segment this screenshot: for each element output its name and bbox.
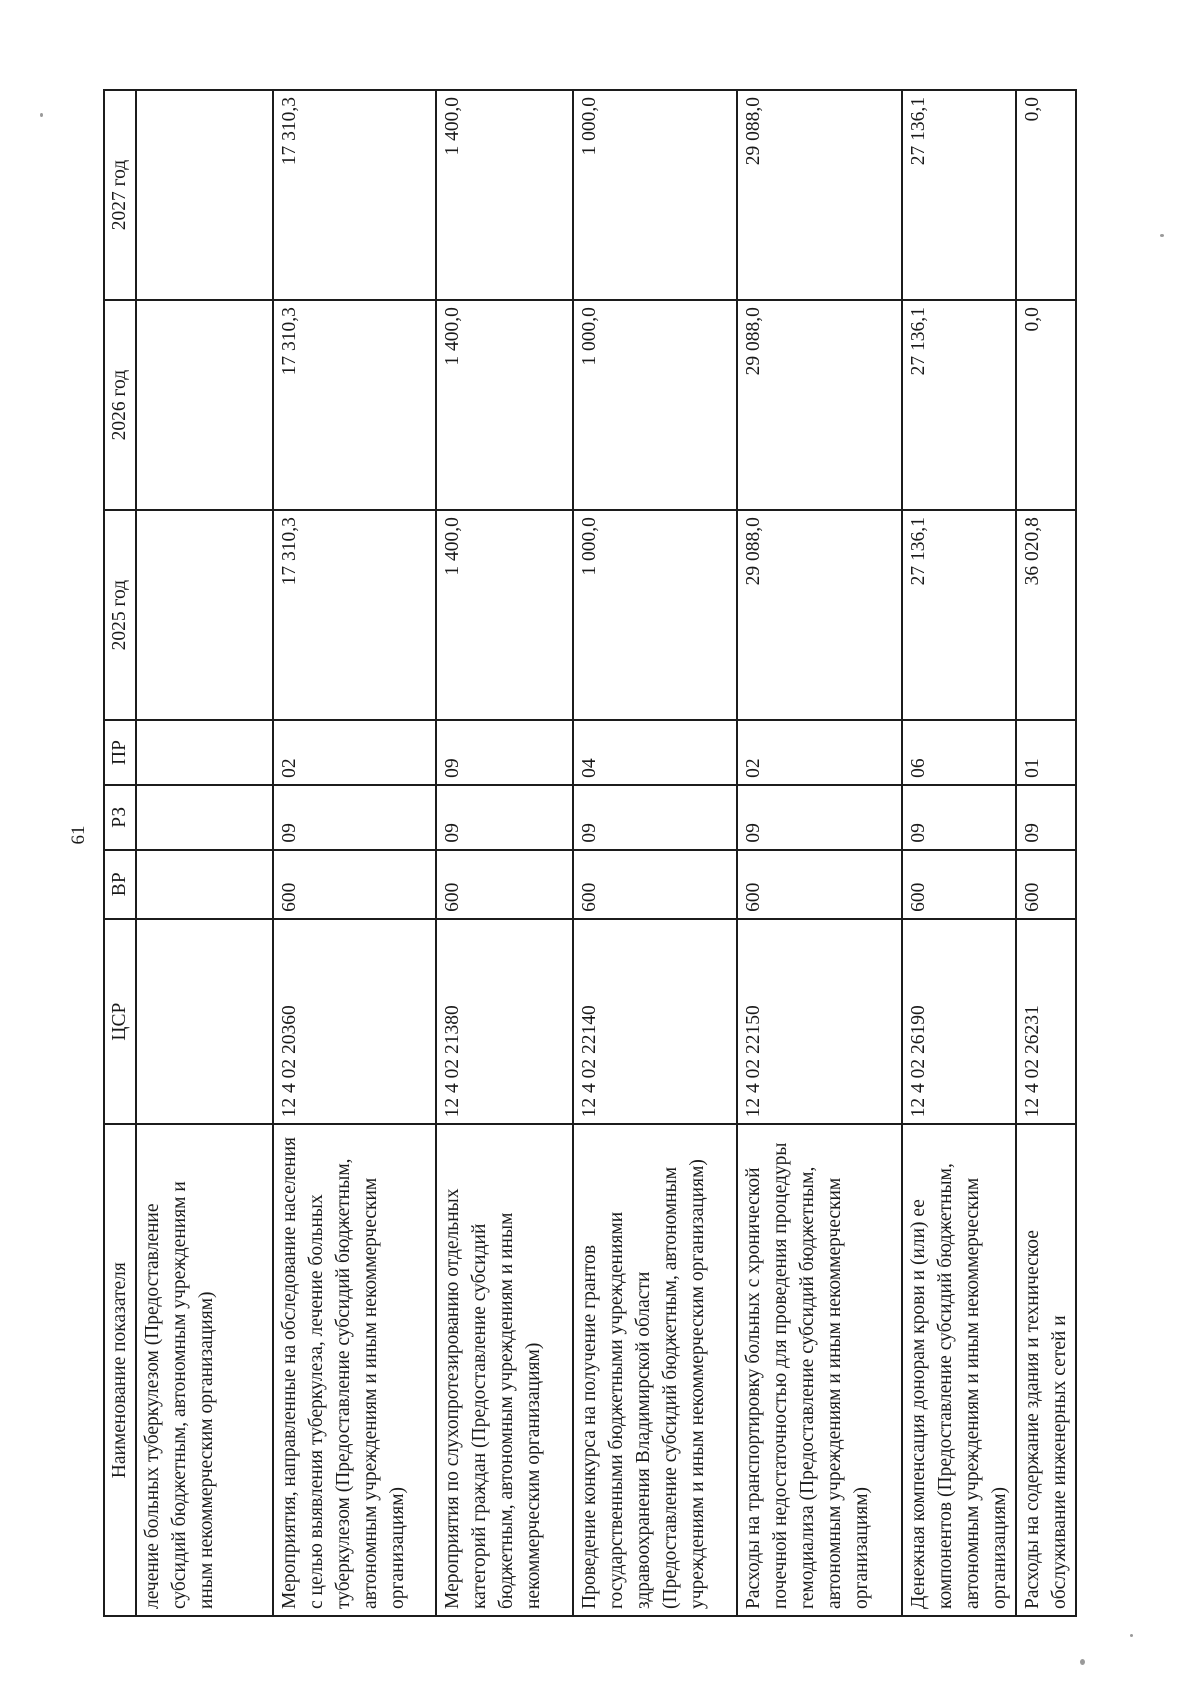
cell-vr: 600 [573,850,737,919]
table-row [1016,90,1076,1616]
scan-speck [1130,1634,1133,1637]
budget-table [103,89,1077,1617]
cell-pr: 01 [1016,720,1076,785]
cell-rz: 09 [436,785,573,850]
table-row [436,90,573,1616]
cell-2025: 29 088,0 [737,510,902,720]
cell-vr: 600 [737,850,902,919]
cell-2026: 1 000,0 [573,300,737,510]
cell-name: Мероприятия, направленные на обследование населения с целью выявления туберкулеза, лечение больных туберкулезом (Предоставление субсидий бюджетным, автономным учреждениям и иным некоммерческим организациям) [273,1124,436,1616]
cell-name: Расходы на транспортировку больных с хронической почечной недостаточностью для проведения процедуры гемодиализа (Предоставление субсидий бюджетным, автономным учреждениям и иным некоммерческим организациям) [737,1124,902,1616]
cell-rz: 09 [737,785,902,850]
header-name: Наименование показателя [104,1124,136,1616]
cell-2026: 1 400,0 [436,300,573,510]
cell-csr: 12 4 02 20360 [273,919,436,1125]
cell-2025 [136,510,273,720]
header-2027: 2027 год [104,90,136,300]
cell-2027 [136,90,273,300]
cell-csr: 12 4 02 22140 [573,919,737,1125]
cell-csr: 12 4 02 26231 [1016,919,1076,1125]
cell-name: Денежная компенсация донорам крови и (или) ее компонентов (Предоставление субсидий бюджетным, автономным учреждениям и иным некоммерческим организациям) [902,1124,1016,1616]
cell-pr: 09 [436,720,573,785]
cell-2025: 27 136,1 [902,510,1016,720]
cell-pr: 02 [737,720,902,785]
cell-name: Расходы на содержание здания и техническое обслуживание инженерных сетей и [1016,1124,1076,1616]
header-2026: 2026 год [104,300,136,510]
table-row [573,90,737,1616]
cell-2026 [136,300,273,510]
cell-name: Мероприятия по слухопротезированию отдельных категорий граждан (Предоставление субсидий бюджетным, автономным учреждениям и иным некоммерческим организациям) [436,1124,573,1616]
table-header-row [104,90,136,1616]
cell-2027: 17 310,3 [273,90,436,300]
cell-2025: 17 310,3 [273,510,436,720]
cell-rz: 09 [273,785,436,850]
page-number: 61 [68,825,89,845]
header-2025: 2025 год [104,510,136,720]
cell-vr: 600 [436,850,573,919]
cell-2027: 1 400,0 [436,90,573,300]
cell-pr: 06 [902,720,1016,785]
cell-2026: 29 088,0 [737,300,902,510]
cell-name: Проведение конкурса на получение грантов государственными бюджетными учреждениями здравоохранения Владимирской области (Предоставление субсидий бюджетным, автономным учреждениям и иным некоммерческим организациям) [573,1124,737,1616]
cell-2026: 0,0 [1016,300,1076,510]
cell-csr: 12 4 02 26190 [902,919,1016,1125]
cell-pr [136,720,273,785]
cell-2025: 36 020,8 [1016,510,1076,720]
cell-rz: 09 [902,785,1016,850]
cell-2027: 29 088,0 [737,90,902,300]
scan-speck [1080,1659,1085,1665]
cell-pr: 02 [273,720,436,785]
header-csr: ЦСР [104,919,136,1125]
cell-vr: 600 [902,850,1016,919]
cell-2025: 1 000,0 [573,510,737,720]
cell-rz: 09 [573,785,737,850]
cell-2027: 1 000,0 [573,90,737,300]
cell-vr: 600 [1016,850,1076,919]
cell-2026: 27 136,1 [902,300,1016,510]
cell-rz: 09 [1016,785,1076,850]
cell-vr: 600 [273,850,436,919]
cell-vr [136,850,273,919]
header-pr: ПР [104,720,136,785]
cell-2027: 27 136,1 [902,90,1016,300]
table-row [136,90,273,1616]
cell-2027: 0,0 [1016,90,1076,300]
cell-2025: 1 400,0 [436,510,573,720]
cell-2026: 17 310,3 [273,300,436,510]
cell-csr: 12 4 02 22150 [737,919,902,1125]
cell-rz [136,785,273,850]
cell-pr: 04 [573,720,737,785]
cell-csr: 12 4 02 21380 [436,919,573,1125]
header-rz: РЗ [104,785,136,850]
table-row [273,90,436,1616]
header-vr: ВР [104,850,136,919]
scan-speck [40,113,43,117]
cell-name: лечение больных туберкулезом (Предоставление субсидий бюджетным, автономным учреждениям и иным некоммерческим организациям) [136,1124,273,1616]
scan-speck [1160,234,1164,237]
table-row [902,90,1016,1616]
cell-csr [136,919,273,1125]
table-row [737,90,902,1616]
